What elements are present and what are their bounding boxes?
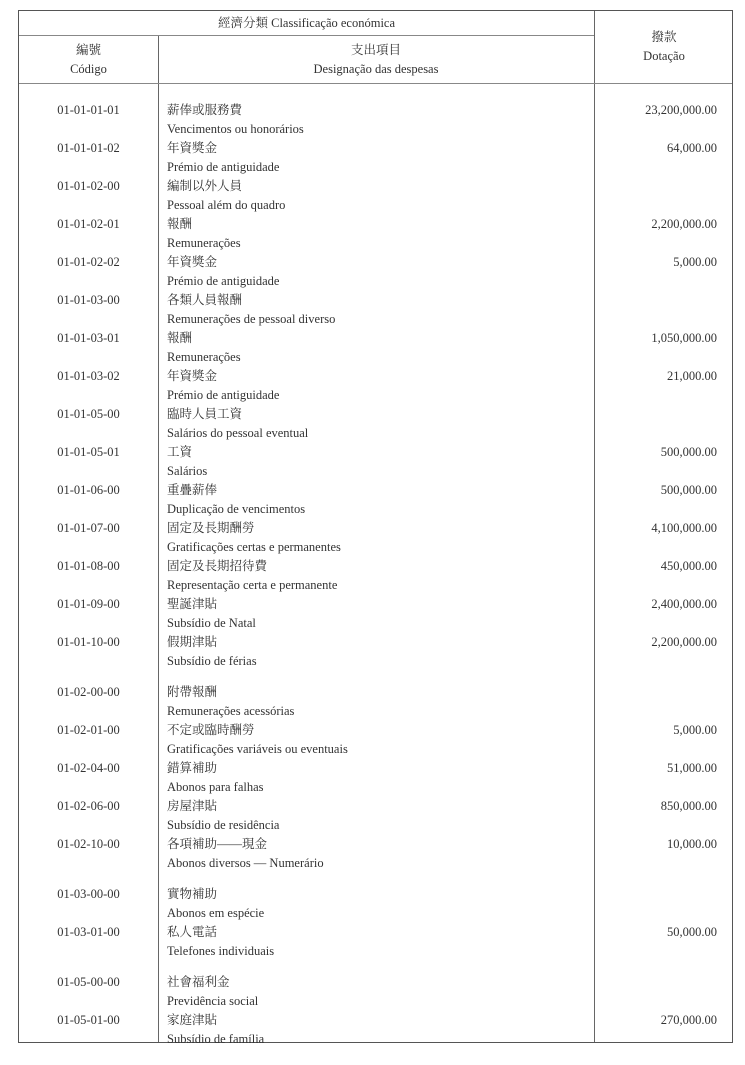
row-amount: 51,000.00 [667, 761, 717, 775]
row-code: 01-01-10-00 [57, 635, 120, 649]
row-amount: 21,000.00 [667, 369, 717, 383]
table-row [19, 920, 734, 958]
row-amount: 2,200,000.00 [651, 635, 717, 649]
row-amount: 5,000.00 [673, 723, 717, 737]
code-header [19, 41, 158, 79]
row-code: 01-03-01-00 [57, 925, 120, 939]
row-designation-pt: Subsídio de férias [167, 654, 257, 668]
row-designation-zh: 臨時人員工資 [167, 407, 243, 421]
row-code: 01-05-01-00 [57, 1013, 120, 1027]
amount-header-pt: Dotação [643, 49, 685, 63]
row-designation-zh: 薪俸或服務費 [167, 103, 243, 117]
row-designation-pt: Abonos em espécie [167, 906, 265, 920]
row-designation-pt: Remunerações [167, 236, 241, 250]
row-designation-zh: 各項補助——現金 [167, 837, 268, 851]
row-designation-pt: Abonos para falhas [167, 780, 264, 794]
row-amount: 1,050,000.00 [651, 331, 717, 345]
table-row [19, 970, 734, 1008]
row-designation-zh: 年資獎金 [167, 255, 218, 269]
table-row [19, 326, 734, 364]
row-code: 01-01-01-01 [57, 103, 120, 117]
row-designation-pt: Subsídio de família [167, 1032, 265, 1046]
row-code: 01-01-05-01 [57, 445, 120, 459]
row-designation-pt: Prémio de antiguidade [167, 388, 280, 402]
row-designation-pt: Vencimentos ou honorários [167, 122, 304, 136]
table-body [19, 98, 734, 1046]
row-amount: 500,000.00 [660, 445, 717, 459]
row-designation-pt: Gratificações certas e permanentes [167, 540, 341, 554]
row-code: 01-01-02-02 [57, 255, 120, 269]
row-code: 01-01-02-01 [57, 217, 120, 231]
row-amount: 500,000.00 [660, 483, 717, 497]
designation-header-zh: 支出項目 [350, 43, 401, 57]
row-designation-zh: 社會福利金 [167, 975, 230, 989]
row-amount: 2,400,000.00 [651, 597, 717, 611]
row-amount: 64,000.00 [667, 141, 717, 155]
table-row [19, 212, 734, 250]
row-amount: 2,200,000.00 [651, 217, 717, 231]
table-row [19, 794, 734, 832]
group-spacer [19, 668, 734, 680]
row-code: 01-01-03-00 [57, 293, 120, 307]
row-designation-zh: 重疊薪俸 [167, 483, 218, 497]
row-designation-pt: Remunerações de pessoal diverso [167, 312, 336, 326]
table-row [19, 516, 734, 554]
table-row [19, 756, 734, 794]
row-code: 01-02-06-00 [57, 799, 120, 813]
row-code: 01-01-03-02 [57, 369, 120, 383]
row-designation-pt: Prémio de antiguidade [167, 274, 280, 288]
table-row [19, 630, 734, 668]
row-designation-pt: Representação certa e permanente [167, 578, 338, 592]
row-designation-zh: 家庭津貼 [167, 1013, 218, 1027]
table-row [19, 478, 734, 516]
row-code: 01-02-04-00 [57, 761, 120, 775]
row-designation-pt: Subsídio de residência [167, 818, 280, 832]
row-designation-pt: Previdência social [167, 994, 259, 1008]
code-header-pt: Código [70, 62, 107, 76]
row-designation-zh: 錯算補助 [167, 761, 218, 775]
table-row [19, 680, 734, 718]
amount-header [594, 28, 734, 66]
table-row [19, 288, 734, 326]
classification-header: 經濟分類 Classificação económica [217, 16, 396, 30]
table-row [19, 832, 734, 870]
group-spacer [19, 870, 734, 882]
row-code: 01-02-01-00 [57, 723, 120, 737]
row-code: 01-02-10-00 [57, 837, 120, 851]
designation-header [158, 41, 594, 79]
row-designation-zh: 私人電話 [167, 925, 218, 939]
row-code: 01-01-01-02 [57, 141, 120, 155]
row-designation-zh: 固定及長期招待費 [167, 559, 268, 573]
row-amount: 50,000.00 [667, 925, 717, 939]
table-row [19, 882, 734, 920]
row-designation-pt: Salários [167, 464, 208, 478]
row-amount: 10,000.00 [667, 837, 717, 851]
row-code: 01-01-09-00 [57, 597, 120, 611]
row-amount: 5,000.00 [673, 255, 717, 269]
row-designation-pt: Remunerações acessórias [167, 704, 295, 718]
row-designation-pt: Subsídio de Natal [167, 616, 256, 630]
row-designation-zh: 報酬 [167, 217, 193, 231]
row-designation-pt: Telefones individuais [167, 944, 275, 958]
table-row [19, 98, 734, 136]
code-header-zh: 編號 [75, 43, 101, 57]
row-designation-zh: 年資獎金 [167, 141, 218, 155]
row-code: 01-01-06-00 [57, 483, 120, 497]
row-designation-pt: Prémio de antiguidade [167, 160, 280, 174]
row-amount: 4,100,000.00 [651, 521, 717, 535]
row-designation-zh: 編制以外人員 [167, 179, 243, 193]
row-amount: 270,000.00 [660, 1013, 717, 1027]
row-designation-pt: Remunerações [167, 350, 241, 364]
row-designation-pt: Pessoal além do quadro [167, 198, 286, 212]
row-code: 01-02-00-00 [57, 685, 120, 699]
row-designation-pt: Duplicação de vencimentos [167, 502, 306, 516]
table-row [19, 718, 734, 756]
row-designation-pt: Abonos diversos — Numerário [167, 856, 324, 870]
row-designation-zh: 不定或臨時酬勞 [167, 723, 255, 737]
amount-header-zh: 撥款 [651, 30, 677, 44]
table-row [19, 592, 734, 630]
row-designation-zh: 房屋津貼 [167, 799, 218, 813]
row-designation-zh: 各類人員報酬 [167, 293, 243, 307]
row-designation-zh: 固定及長期酬勞 [167, 521, 255, 535]
row-designation-zh: 附帶報酬 [167, 685, 218, 699]
row-code: 01-01-02-00 [57, 179, 120, 193]
row-divider [19, 35, 594, 36]
row-designation-zh: 假期津貼 [167, 635, 218, 649]
row-code: 01-01-07-00 [57, 521, 120, 535]
group-spacer [19, 958, 734, 970]
row-code: 01-05-00-00 [57, 975, 120, 989]
row-designation-zh: 年資獎金 [167, 369, 218, 383]
table-row [19, 554, 734, 592]
row-amount: 23,200,000.00 [645, 103, 717, 117]
row-amount: 450,000.00 [660, 559, 717, 573]
row-designation-zh: 聖誕津貼 [167, 597, 218, 611]
budget-table [18, 10, 733, 1046]
row-designation-pt: Gratificações variáveis ou eventuais [167, 742, 348, 756]
row-designation-zh: 工資 [167, 445, 193, 459]
row-amount: 850,000.00 [660, 799, 717, 813]
table-row [19, 1008, 734, 1046]
row-designation-zh: 報酬 [167, 331, 193, 345]
designation-header-pt: Designação das despesas [313, 62, 439, 76]
row-code: 01-03-00-00 [57, 887, 120, 901]
row-designation-pt: Salários do pessoal eventual [167, 426, 309, 440]
table-row [19, 402, 734, 440]
table-row [19, 440, 734, 478]
row-code: 01-01-08-00 [57, 559, 120, 573]
row-code: 01-01-03-01 [57, 331, 120, 345]
table-row [19, 136, 734, 174]
row-designation-zh: 實物補助 [167, 887, 218, 901]
table-row [19, 174, 734, 212]
header-divider [19, 83, 732, 84]
table-row [19, 250, 734, 288]
row-code: 01-01-05-00 [57, 407, 120, 421]
table-row [19, 364, 734, 402]
